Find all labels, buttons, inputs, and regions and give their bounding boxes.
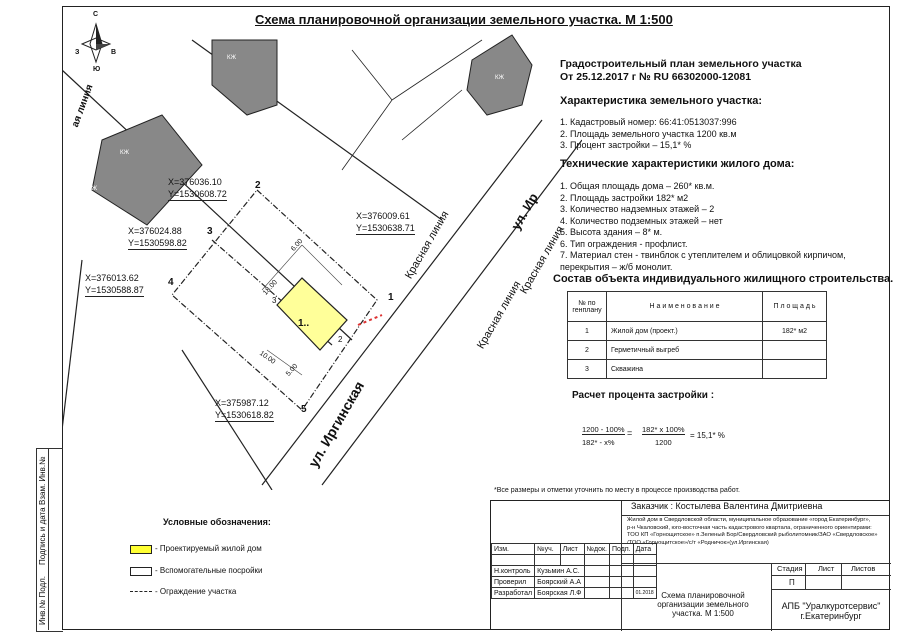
address: Жилой дом в Свердловской области, муниципальное образование «город Екатеринбург», р-н Чкаловский, юго-восточная часть кадастрового квартала, ограниченного ориентирами: ТОО КП «Горнощитское» п.Зеленый Бор/Свердловский рыболитомник/ЗАО «Свердловское» /ТОО «Горнощитское»/с/т «Родничок»(ул.Иргинская) — [627, 517, 878, 546]
building-tag: КЖ — [495, 75, 505, 81]
calc-f1-bot: 182* - x% — [582, 438, 615, 447]
small-label-3: 3 — [272, 296, 277, 305]
legend-item-1: - Проектируемый жилой дом — [155, 544, 262, 553]
dim-6: 6.00 — [290, 237, 305, 253]
house-list: 1. Общая площадь дома – 260* кв.м. 2. Площадь застройки 182* м2 3. Количество надземных этажей – 2 4. Количество подземных этажей – нет 5. Высота здания – 8* м. 6. Тип ограждения - профлист. 7. Материал стен - твинблок с утеплителем и облицовкой кирпичом, перекрытия – ж/б монолит. — [560, 181, 846, 272]
point-1: 1 — [388, 292, 394, 303]
building-tag: КЖ — [88, 186, 98, 192]
plan-line-2: От 25.12.2017 г № RU 66302000-12081 — [560, 71, 752, 83]
customer: Заказчик : Костылева Валентина Дмитриевна — [621, 501, 889, 516]
street-label-top: ул. Ир — [508, 190, 541, 233]
calc-result: = 15,1* % — [690, 431, 725, 440]
legend-item-3: - Ограждение участка — [155, 587, 237, 596]
legend-house-swatch — [130, 545, 152, 554]
composition-table: № по генплану Н а и м е н о в а н и е П л о щ а д ь 1 Жилой дом (проект.) 182* м2 2 Герметичный выгреб 3 Скважина — [567, 291, 827, 379]
dim-5: 5.00 — [285, 362, 300, 378]
coord-1: X=376009.61 Y=1530638.71 — [356, 211, 415, 233]
legend-aux-swatch — [130, 567, 152, 576]
building-tag: КЖ — [120, 150, 130, 156]
dim-10: 10.00 — [257, 350, 277, 366]
compass-s: Ю — [93, 66, 101, 73]
calc-heading: Расчет процента застройки : — [572, 390, 715, 401]
calc-f2-bot: 1200 — [655, 438, 672, 447]
plot-list: 1. Кадастровый номер: 66:41:0513037:996 2. Площадь земельного участка 1200 кв.м 3. Процент застройки – 15,1* % — [560, 117, 737, 150]
plan-line-1: Градостроительный план земельного участка — [560, 58, 802, 70]
compass-e: В — [111, 49, 117, 56]
calc-f2-top: 182* x 100% — [642, 425, 685, 434]
plot-heading: Характеристика земельного участка: — [560, 95, 763, 107]
legend-heading: Условные обозначения: — [163, 517, 271, 527]
point-4: 4 — [168, 277, 174, 288]
small-label-2: 2 — [338, 335, 343, 344]
point-3: 3 — [207, 226, 213, 237]
stage-value: П — [789, 578, 795, 587]
coord-5: X=375987.12 Y=1530618.82 — [215, 398, 274, 420]
projected-house — [277, 278, 347, 350]
stage-headers: Стадия Лист Листов — [771, 563, 891, 576]
point-2: 2 — [255, 180, 261, 191]
coord-4: X=376013.62 Y=1530588.87 — [85, 273, 144, 295]
drawing-title: Схема планировочной организации земельного участка. М 1:500 — [255, 12, 673, 27]
calc-eq: = — [627, 428, 633, 438]
composition-heading: Состав объекта индивидуального жилищного строительства. — [553, 273, 894, 285]
calc-f1-top: 1200 - 100% — [582, 425, 625, 434]
side-label-sign: Подпись и дата — [38, 507, 47, 565]
house-label: 1.. — [298, 318, 310, 329]
revision-table: Изм. №уч. Лист №док. Подп. Дата Н.контроль Кузьмин А.С. Проверил Боярский А.А Разработал Боярская Л.Ф 01.2018 — [491, 543, 657, 599]
house-heading: Технические характеристики жилого дома: — [560, 158, 795, 170]
dim-18: 18.00 — [262, 278, 279, 297]
footnote: *Все размеры и отметки уточнить по месту в процессе производства работ. — [494, 487, 740, 494]
red-line-label-3: Красная линия — [475, 279, 524, 351]
red-line-label-1: Красная линия — [403, 209, 452, 281]
point-5: 5 — [301, 404, 307, 415]
red-line-top-label: ая линия — [70, 82, 96, 129]
title-block — [490, 500, 890, 630]
compass-n: С — [93, 11, 99, 18]
coord-2: X=376036.10 Y=1530608.72 — [168, 177, 227, 199]
coord-3: X=376024.88 Y=1530598.82 — [128, 226, 187, 248]
red-line-label-2: Красная линия — [518, 224, 567, 296]
company: АПБ "Уралкуротсервис" г.Екатеринбург — [781, 601, 881, 621]
street-label-irginskaya: ул. Иргинская — [305, 378, 368, 470]
side-label-inv: Инв.№ Подл. — [38, 575, 47, 625]
legend-fence-swatch — [130, 591, 152, 592]
doc-title: Схема планировочной организации земельного участка. М 1:500 — [657, 591, 749, 618]
legend-item-2: - Вспомогательные посройки — [155, 566, 263, 575]
compass-w: З — [75, 49, 80, 56]
site-map — [62, 30, 582, 490]
side-label-replace: Взам. Инв.№ — [38, 456, 47, 505]
building-tag: КЖ — [227, 55, 237, 61]
